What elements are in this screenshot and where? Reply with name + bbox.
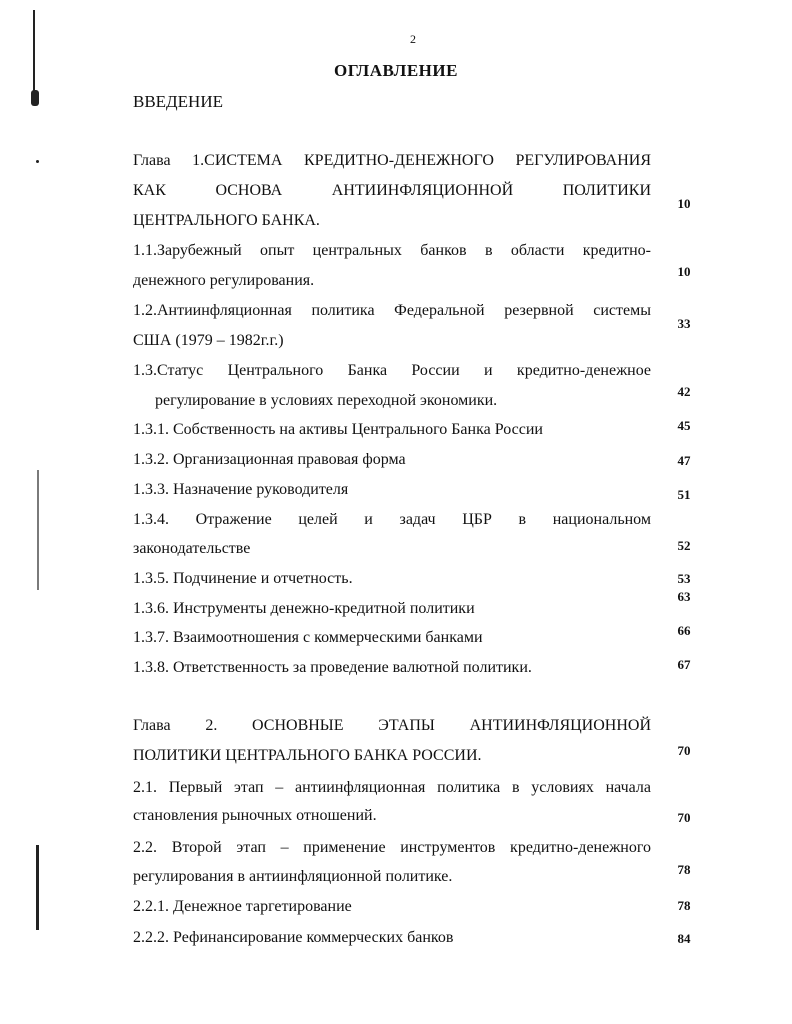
toc-page-number: 10 [677,264,691,279]
toc-line: 1.3.1. Собственность на активы Центрального Банка России [133,421,543,438]
toc-line: 1.3.6. Инструменты денежно-кредитной политики [133,600,475,617]
toc-page-number: 67 [677,657,691,672]
toc-page-number: 63 [677,589,691,604]
toc-line: КАК ОСНОВА АНТИИНФЛЯЦИОННОЙ ПОЛИТИКИ [133,182,651,199]
toc-page-number: 45 [677,418,691,433]
toc-line: законодательстве [133,540,251,557]
toc-line: 1.3.8. Ответственность за проведение валютной политики. [133,659,532,676]
toc-line: становления рыночных отношений. [133,807,377,824]
toc-line: 1.3.Статус Центрального Банка России и кредитно-денежное [133,362,651,379]
toc-line: 2.2.1. Денежное таргетирование [133,898,352,915]
toc-line: регулирования в антиинфляционной политике. [133,868,453,885]
toc-line: 1.3.7. Взаимоотношения с коммерческими банками [133,629,483,646]
toc-line: 1.3.5. Подчинение и отчетность. [133,570,353,587]
scan-mark [31,90,39,106]
toc-line: 1.3.3. Назначение руководителя [133,481,349,498]
scan-mark [36,845,39,930]
page-title: ОГЛАВЛЕНИЕ [334,61,458,80]
toc-page-number: 51 [677,487,691,502]
toc-page-number: 78 [677,898,691,913]
toc-page-number: 10 [677,196,691,211]
toc-introduction: ВВЕДЕНИЕ [133,92,223,111]
toc-line: регулирование в условиях переходной экономики. [155,392,498,409]
toc-page-number: 66 [677,623,691,638]
toc-page-number: 70 [677,810,691,825]
toc-line: Глава 1.СИСТЕМА КРЕДИТНО-ДЕНЕЖНОГО РЕГУЛИРОВАНИЯ [133,152,651,169]
toc-page-number: 33 [677,316,691,331]
toc-page-number: 78 [677,862,691,877]
toc-line: 1.2.Антиинфляционная политика Федеральной резервной системы [133,302,651,319]
scan-mark [37,470,39,590]
toc-line: 2.1. Первый этап – антиинфляционная политика в условиях начала [133,779,651,796]
toc-line: 1.1.Зарубежный опыт центральных банков в области кредитно- [133,242,651,259]
toc-line: США (1979 – 1982г.г.) [133,332,284,349]
toc-line: ЦЕНТРАЛЬНОГО БАНКА. [133,212,320,229]
scan-mark [36,160,39,163]
toc-line: 2.2.2. Рефинансирование коммерческих банков [133,929,454,946]
toc-page-number: 84 [677,931,691,946]
toc-line: 1.3.4. Отражение целей и задач ЦБР в национальном [133,511,651,528]
toc-page-number: 52 [677,538,691,553]
toc-page-number: 53 [677,571,691,586]
toc-line: 1.3.2. Организационная правовая форма [133,451,406,468]
toc-line: денежного регулирования. [133,272,315,289]
toc-page-number: 47 [677,453,691,468]
toc-page-number: 42 [677,384,691,399]
toc-line: 2.2. Второй этап – применение инструментов кредитно-денежного [133,839,651,856]
toc-line: ПОЛИТИКИ ЦЕНТРАЛЬНОГО БАНКА РОССИИ. [133,747,482,764]
toc-page-number: 70 [677,743,691,758]
toc-line: Глава 2. ОСНОВНЫЕ ЭТАПЫ АНТИИНФЛЯЦИОННОЙ [133,717,651,734]
page-number: 2 [410,32,416,46]
